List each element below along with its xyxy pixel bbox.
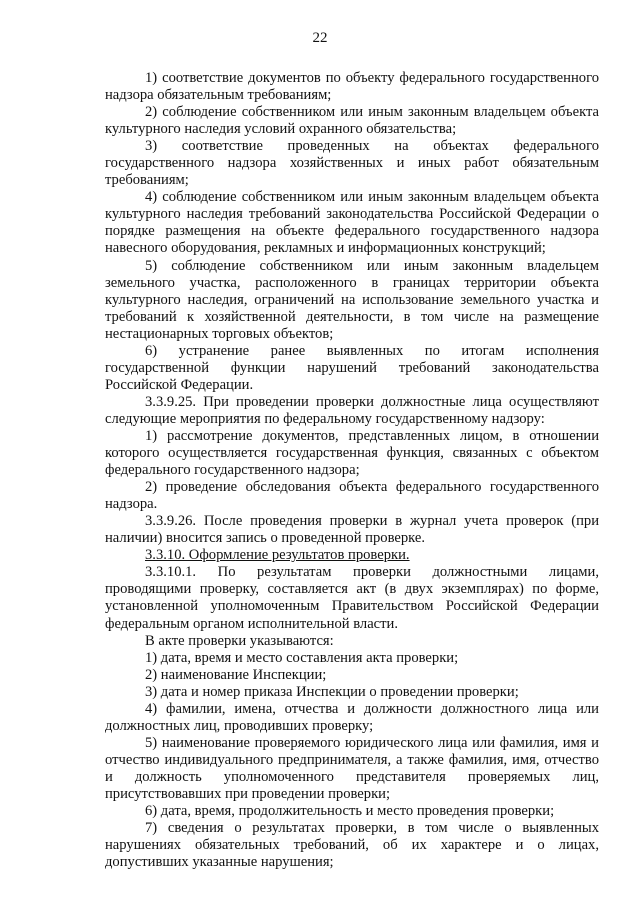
paragraph: 2) проведение обследования объекта федерального государственного надзора. [105,479,599,513]
document-body [105,70,599,871]
paragraph: 6) дата, время, продолжительность и место проведения проверки; [145,803,555,820]
paragraph: 6) устранение ранее выявленных по итогам исполнения государственной функции нарушений требований законодательства Российской Федерации. [105,342,599,393]
paragraph: 2) соблюдение собственником или иным законным владельцем объекта культурного наследия условий охранного обязательства; [105,104,599,138]
section-heading-text: 3.3.10. Оформление результатов проверки. [145,547,410,564]
paragraph: 3) дата и номер приказа Инспекции о проведении проверки; [145,683,519,700]
paragraph: 3.3.10.1. По результатам проверки должностными лицами, проводящими проверку, составляется акт (в двух экземплярах) по форме, установленной уполномоченным Правительством Российской Федерации федеральным органом исполнительной власти. [105,564,599,632]
paragraph: 2) наименование Инспекции; [145,666,327,683]
paragraph: 5) наименование проверяемого юридического лица или фамилия, имя и отчество индивидуального предпринимателя, а также фамилия, имя, отчество и должность уполномоченного представителя проверяемых лиц, присутствовавших при проведении проверки; [105,734,599,802]
page-number: 22 [312,30,328,46]
paragraph: В акте проверки указываются: [145,632,334,649]
paragraph: 1) дата, время и место составления акта проверки; [145,649,459,666]
paragraph: 3.3.9.25. При проведении проверки должностные лица осуществляют следующие мероприятия по федеральному государственному надзору: [105,393,599,427]
paragraph: 3) соответствие проведенных на объектах федерального государственного надзора хозяйственных и иных работ обязательным требованиям; [105,138,599,189]
paragraph: 7) сведения о результатах проверки, в том числе о выявленных нарушениях обязательных требований, об их характере и о лицах, допустивших указанные нарушения; [105,820,599,871]
section-heading [105,547,599,564]
paragraph: 1) рассмотрение документов, представленных лицом, в отношении которого осуществляется государственная функция, связанных с объектом федерального государственного надзора; [105,427,599,479]
paragraph: 4) соблюдение собственником или иным законным владельцем объекта культурного наследия требований законодательства Российской Федерации о порядке размещения на объекте федерального государственного надзора навесного оборудования, рекламных и информационных конструкций; [105,189,599,257]
paragraph: 4) фамилии, имена, отчества и должности должностного лица или должностных лиц, проводивших проверку; [105,700,599,734]
paragraph: 1) соответствие документов по объекту федерального государственного надзора обязательным требованиям; [105,70,599,104]
paragraph: 3.3.9.26. После проведения проверки в журнал учета проверок (при наличии) вносится запись о проведенной проверке. [105,513,599,547]
paragraph: 5) соблюдение собственником или иным законным владельцем земельного участка, расположенного в границах территории объекта культурного наследия, ограничений на использование земельного участка и требований к хозяйственной деятельности, в том числе на размещение нестационарных торговых объектов; [105,257,599,342]
